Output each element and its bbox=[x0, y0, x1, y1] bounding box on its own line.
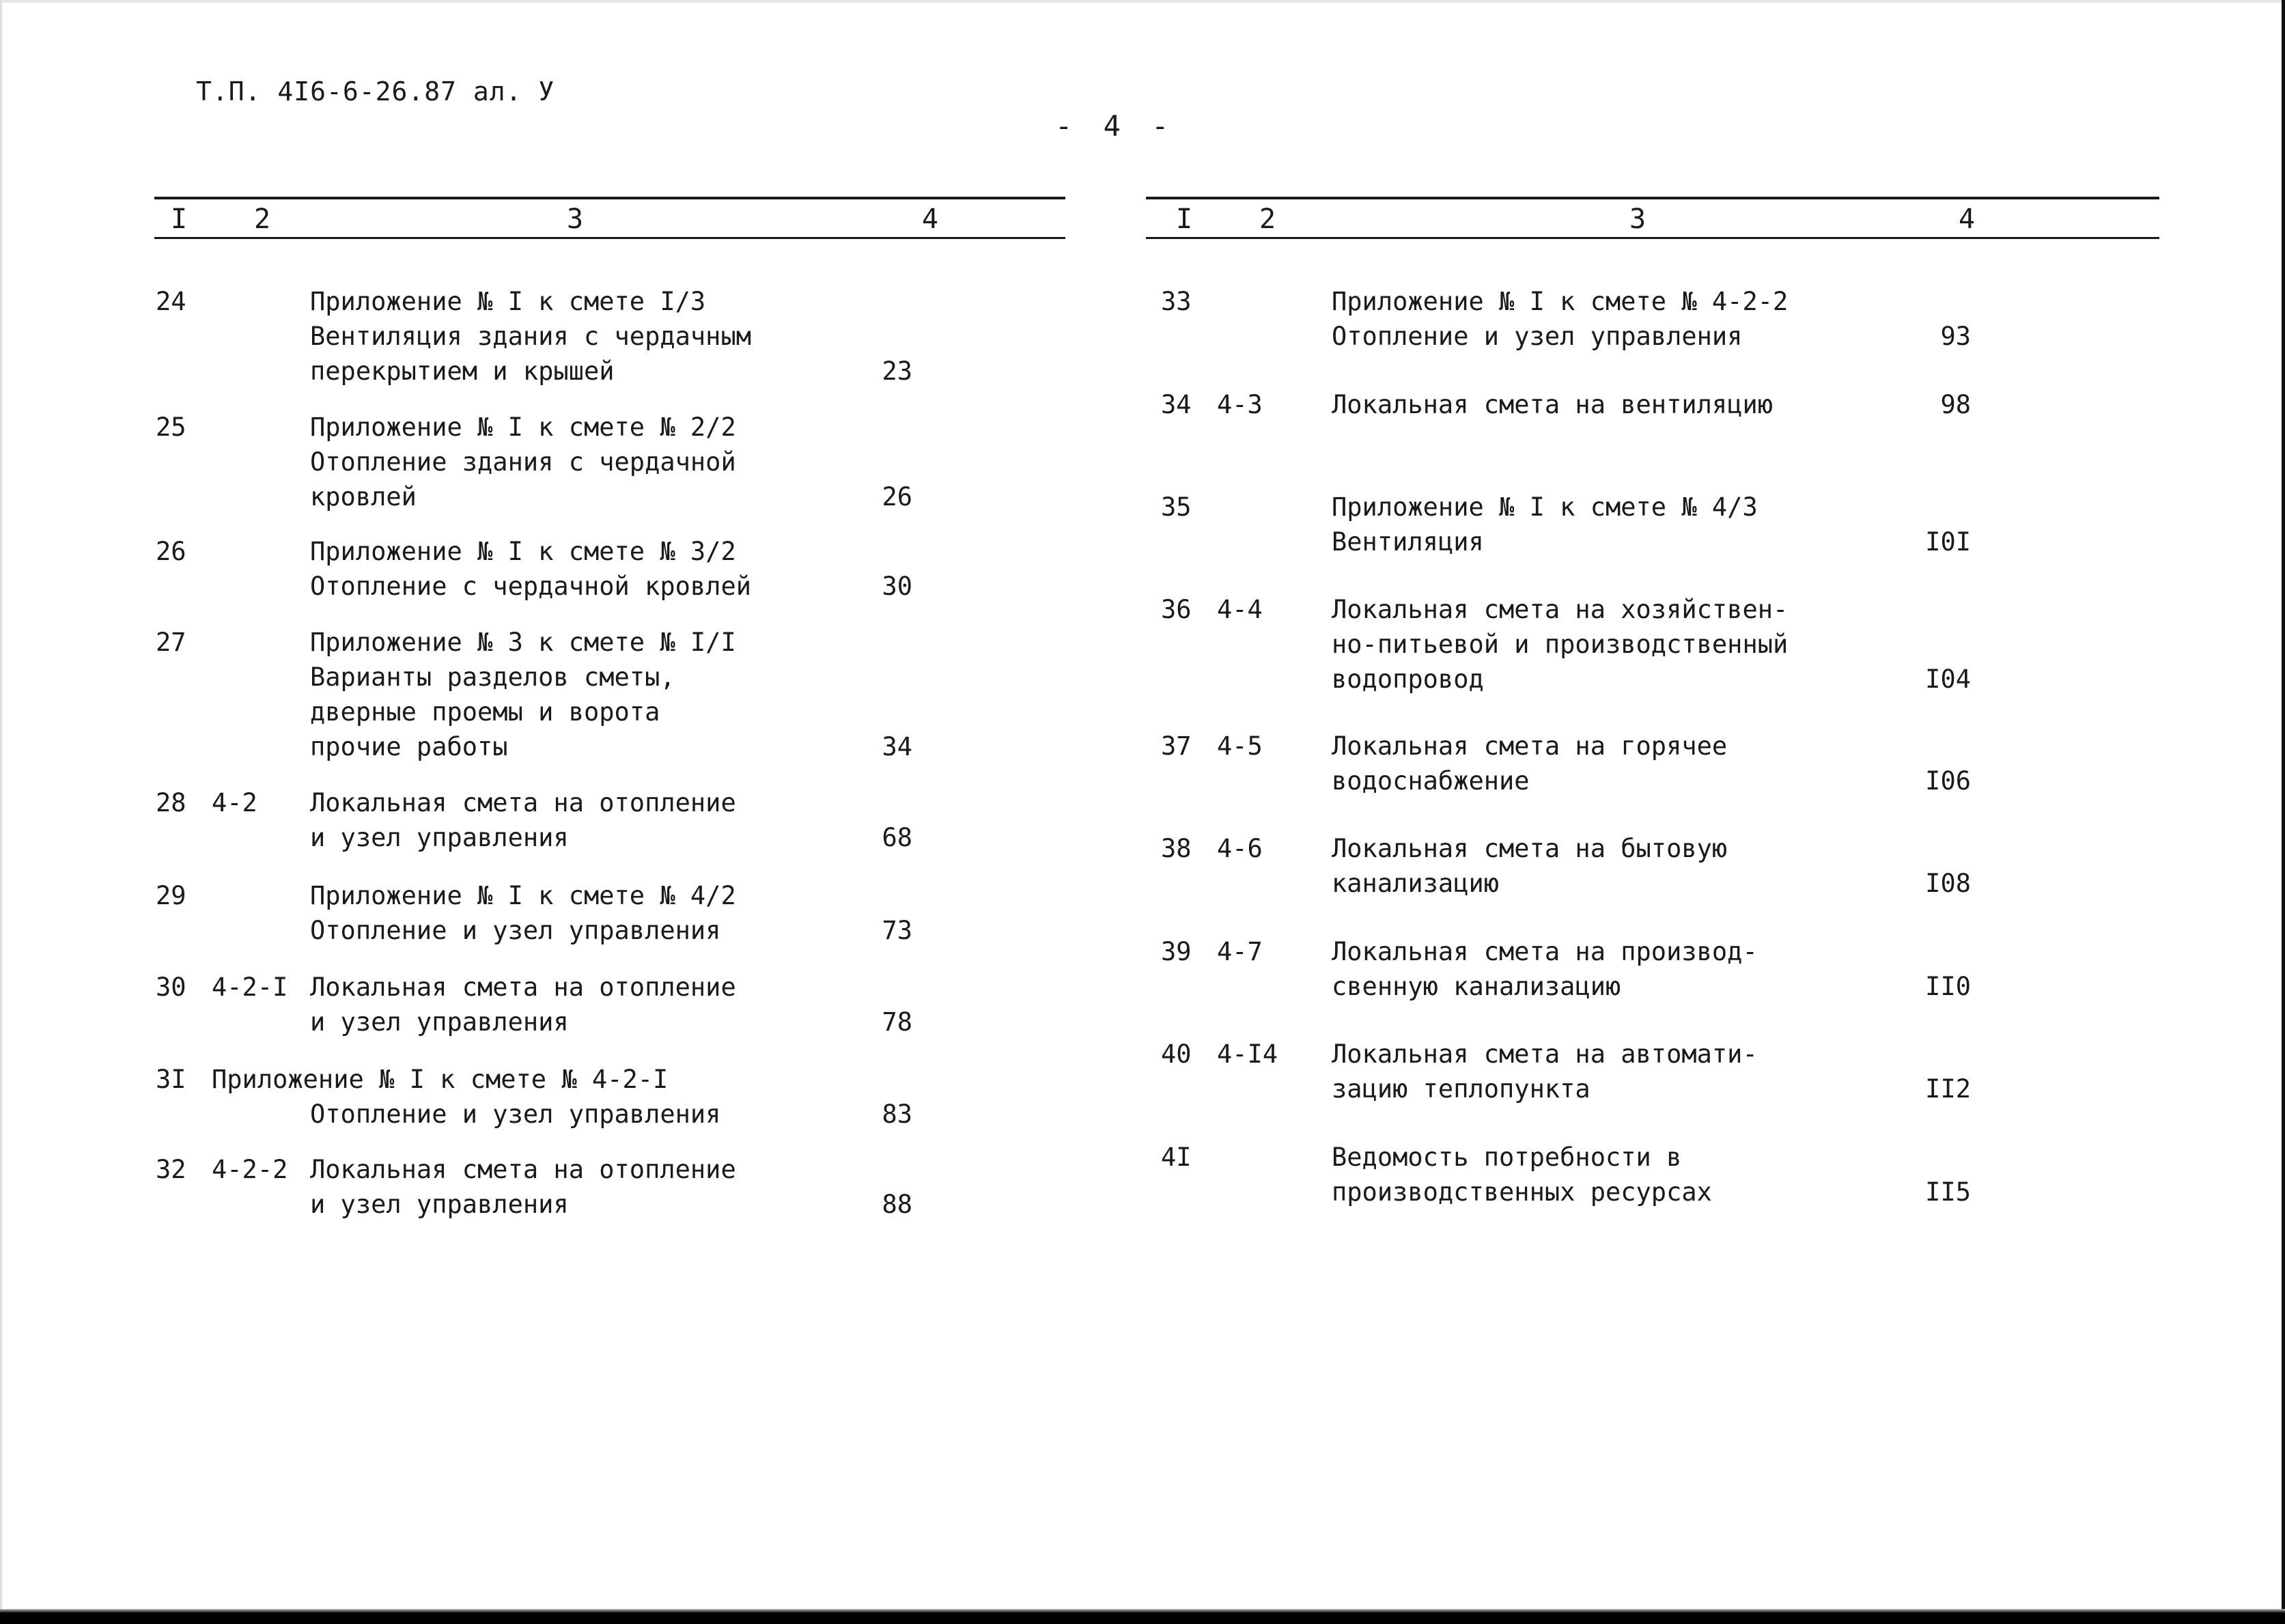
page-reference: I06 bbox=[1925, 766, 1971, 796]
row-number: 3I bbox=[156, 1065, 186, 1094]
description-line: кровлей bbox=[310, 482, 417, 512]
row-number: 32 bbox=[156, 1155, 186, 1184]
description-line: Вентиляция здания с чердачным bbox=[310, 322, 752, 351]
description-line: Локальная смета на хозяйствен- bbox=[1332, 595, 1789, 624]
page-reference: 93 bbox=[1940, 322, 1971, 351]
description-line: но-питьевой и производственный bbox=[1332, 630, 1789, 659]
section-code: 4-6 bbox=[1217, 834, 1263, 863]
description-line: водопровод bbox=[1332, 664, 1484, 694]
row-number: 29 bbox=[156, 881, 186, 910]
description bbox=[310, 1097, 720, 1132]
page-reference: 88 bbox=[882, 1190, 912, 1219]
col-header-2: 2 bbox=[254, 204, 271, 235]
description bbox=[310, 970, 736, 1039]
row-number: 36 bbox=[1161, 595, 1192, 624]
row-number: 28 bbox=[156, 788, 186, 817]
description-line: водоснабжение bbox=[1332, 766, 1530, 796]
description-line: Приложение № I к смете I/3 bbox=[310, 287, 706, 316]
row-number: 25 bbox=[156, 412, 186, 442]
row-number: 40 bbox=[1161, 1039, 1192, 1069]
description-line: Ведомость потребности в bbox=[1332, 1143, 1682, 1172]
page-reference: 73 bbox=[882, 916, 912, 945]
description-wide-line: Приложение № I к смете № 4-2-I bbox=[212, 1065, 669, 1094]
page-reference: 26 bbox=[882, 482, 912, 512]
description-line: Варианты разделов сметы, bbox=[310, 662, 675, 692]
col-header-3: 3 bbox=[1629, 204, 1646, 235]
row-number: 35 bbox=[1161, 492, 1192, 522]
scan-edge-left bbox=[0, 0, 2, 1624]
description-line: и узел управления bbox=[310, 1190, 569, 1219]
description-line: Локальная смета на отопление bbox=[310, 1155, 736, 1184]
description bbox=[1332, 729, 1727, 798]
row-number: 4I bbox=[1161, 1143, 1192, 1172]
page-reference: I0I bbox=[1925, 527, 1971, 557]
page-number: - 4 - bbox=[1055, 109, 1176, 143]
scan-edge-top bbox=[0, 0, 2285, 3]
description bbox=[1332, 1037, 1758, 1106]
description-line: Приложение № 3 к смете № I/I bbox=[310, 628, 736, 657]
row-number: 24 bbox=[156, 287, 186, 316]
row-number: 38 bbox=[1161, 834, 1192, 863]
page-reference: I04 bbox=[1925, 664, 1971, 694]
document-code: Т.П. 4I6-6-26.87 ал. У bbox=[196, 76, 555, 107]
description-line: канализацию bbox=[1332, 869, 1500, 898]
section-code: 4-7 bbox=[1217, 937, 1263, 966]
description-line: производственных ресурсах bbox=[1332, 1177, 1712, 1207]
row-number: 37 bbox=[1161, 731, 1192, 761]
description-line: Локальная смета на автомати- bbox=[1332, 1039, 1758, 1069]
scan-edge-bottom bbox=[0, 1609, 2285, 1624]
table-header-rule bbox=[1146, 237, 2159, 239]
description-line: Приложение № I к смете № 4/2 bbox=[310, 881, 736, 910]
page-reference: 68 bbox=[882, 823, 912, 852]
description-line: Локальная смета на бытовую bbox=[1332, 834, 1728, 863]
page-reference: 34 bbox=[882, 732, 912, 761]
section-code: 4-I4 bbox=[1217, 1039, 1278, 1069]
page-reference: I08 bbox=[1925, 869, 1971, 898]
page-reference: II0 bbox=[1925, 972, 1971, 1001]
description-line: Локальная смета на отопление bbox=[310, 972, 736, 1002]
row-number: 39 bbox=[1161, 937, 1192, 966]
description-line: и узел управления bbox=[310, 1007, 569, 1037]
section-code: 4-5 bbox=[1217, 731, 1263, 761]
description-line: Отопление и узел управления bbox=[1332, 322, 1743, 351]
description-line: Приложение № I к смете № 4-2-2 bbox=[1332, 287, 1789, 316]
description bbox=[1332, 831, 1727, 901]
row-number: 26 bbox=[156, 537, 186, 566]
section-code: 4-2 bbox=[212, 788, 257, 817]
section-code: 4-2-2 bbox=[212, 1155, 288, 1184]
page-reference: 78 bbox=[882, 1007, 912, 1037]
table-header-rule bbox=[154, 237, 1065, 239]
description-line: перекрытием и крышей bbox=[310, 356, 615, 386]
description bbox=[1332, 490, 1758, 559]
description bbox=[310, 625, 736, 764]
description bbox=[310, 284, 751, 389]
row-number: 34 bbox=[1161, 390, 1192, 419]
description bbox=[1332, 387, 1773, 422]
contents-table-left bbox=[154, 197, 1065, 1219]
description bbox=[310, 785, 736, 855]
description-line: Отопление и узел управления bbox=[310, 1100, 721, 1129]
contents-table-right bbox=[1146, 197, 2159, 1207]
scan-edge-right bbox=[2282, 0, 2285, 1624]
description bbox=[1332, 934, 1758, 1004]
page-reference: 30 bbox=[882, 572, 912, 601]
description-line: Вентиляция bbox=[1332, 527, 1484, 557]
row-number: 30 bbox=[156, 972, 186, 1002]
col-header-2: 2 bbox=[1259, 204, 1276, 235]
page-reference: II5 bbox=[1925, 1177, 1971, 1207]
description bbox=[310, 410, 736, 514]
description-line: Локальная смета на вентиляцию bbox=[1332, 390, 1774, 419]
description bbox=[310, 534, 751, 604]
col-header-4: 4 bbox=[922, 204, 939, 235]
description-line: Локальная смета на отопление bbox=[310, 788, 736, 817]
description-line: свенную канализацию bbox=[1332, 972, 1621, 1001]
section-code: 4-4 bbox=[1217, 595, 1263, 624]
page-reference: 98 bbox=[1940, 390, 1971, 419]
section-code: 4-3 bbox=[1217, 390, 1263, 419]
page-reference: II2 bbox=[1925, 1074, 1971, 1104]
table-header bbox=[1146, 199, 2159, 237]
col-header-1: I bbox=[1176, 204, 1193, 235]
description bbox=[310, 878, 736, 948]
description-line: Отопление и узел управления bbox=[310, 916, 721, 945]
description-line: прочие работы bbox=[310, 732, 508, 761]
description-line: Локальная смета на горячее bbox=[1332, 731, 1728, 761]
description-line: Локальная смета на производ- bbox=[1332, 937, 1758, 966]
col-header-1: I bbox=[171, 204, 188, 235]
description-line: Приложение № I к смете № 2/2 bbox=[310, 412, 736, 442]
description bbox=[1332, 1140, 1712, 1209]
description-line: и узел управления bbox=[310, 823, 569, 852]
description bbox=[310, 1152, 736, 1222]
page-reference: 83 bbox=[882, 1100, 912, 1129]
description bbox=[1332, 284, 1788, 354]
row-number: 27 bbox=[156, 628, 186, 657]
section-code: 4-2-I bbox=[212, 972, 288, 1002]
description bbox=[1332, 592, 1788, 697]
row-number: 33 bbox=[1161, 287, 1192, 316]
col-header-4: 4 bbox=[1959, 204, 1976, 235]
description-line: зацию теплопункта bbox=[1332, 1074, 1590, 1104]
description-line: Приложение № I к смете № 4/3 bbox=[1332, 492, 1758, 522]
description-line: Приложение № I к смете № 3/2 bbox=[310, 537, 736, 566]
table-header bbox=[154, 199, 1065, 237]
description-line: Отопление с чердачной кровлей bbox=[310, 572, 752, 601]
page-reference: 23 bbox=[882, 356, 912, 386]
description-line: Отопление здания с чердачной bbox=[310, 447, 736, 477]
col-header-3: 3 bbox=[567, 204, 584, 235]
description-line: дверные проемы и ворота bbox=[310, 697, 660, 727]
